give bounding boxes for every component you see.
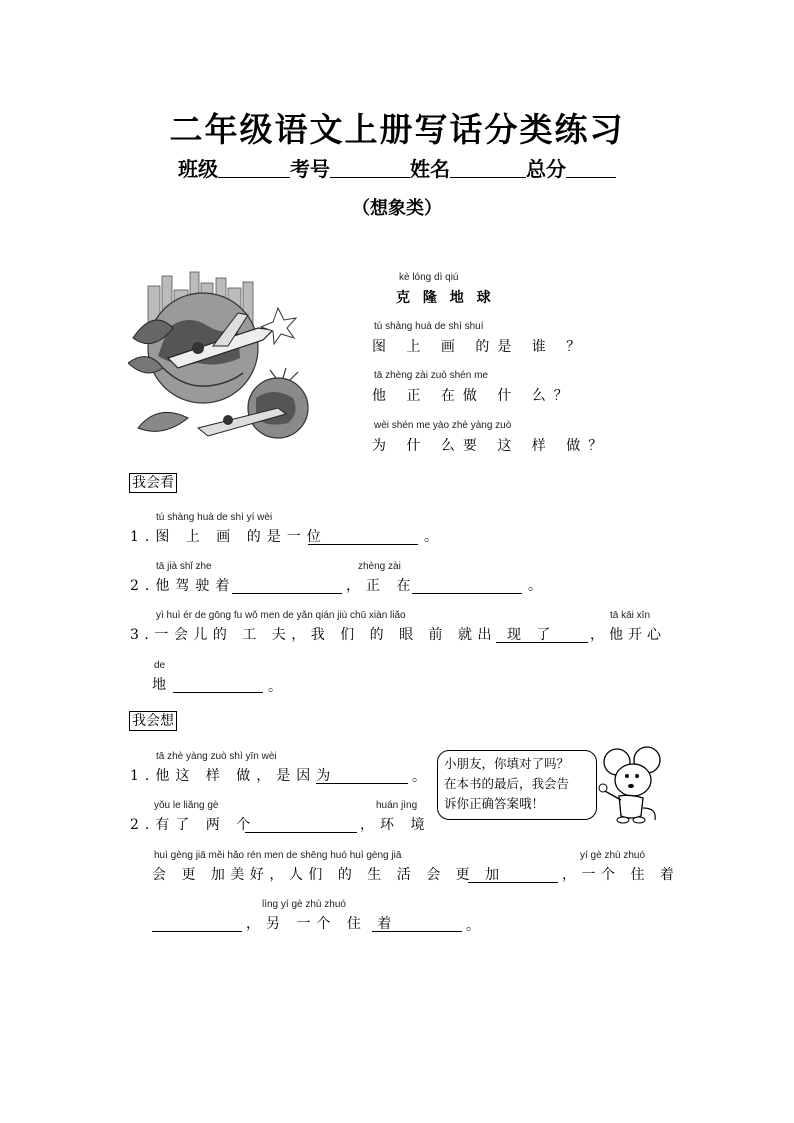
number-blank[interactable] xyxy=(330,157,410,178)
page-title: 二年级语文上册写话分类练习 xyxy=(169,110,625,149)
look-item-3-part-a: 3.一会儿的 工 夫，我 们 的 眼 前 就出 现 了 xyxy=(130,627,556,643)
title-pinyin: kè lóng dì qiú xyxy=(399,272,459,283)
look-item-2-blank-a[interactable] xyxy=(232,592,342,594)
picture-title: 克 隆 地 球 xyxy=(396,290,495,306)
look-item-2-blank-b[interactable] xyxy=(412,592,522,594)
class-blank[interactable] xyxy=(218,157,290,178)
think-item-2-blank[interactable] xyxy=(245,831,357,833)
think-item-3-pinyin-b: yí gè zhù zhuó xyxy=(580,850,646,861)
student-info-row xyxy=(0,153,794,182)
look-item-3-pinyin-b: tā kāi xīn xyxy=(610,610,651,621)
category-label: （想象类） xyxy=(352,198,442,219)
look-item-2-part-b: ，正 在 xyxy=(346,578,417,594)
think-item-4: ，另 一个 住 着 xyxy=(246,916,398,932)
think-item-1-pinyin: tā zhè yàng zuò shì yīn wèi xyxy=(156,751,277,762)
look-item-1: 1.图 上 画 的是一位 xyxy=(130,529,327,545)
score-label: 总分 xyxy=(526,157,566,181)
bubble-line-1: 小朋友，你填对了吗？ xyxy=(444,756,570,771)
question-2-pinyin: tā zhèng zài zuò shén me xyxy=(374,370,488,381)
look-item-3-part-b: ，他开心 xyxy=(590,627,666,643)
look-item-2-part-a: 2.他驾驶着 xyxy=(130,578,236,594)
look-item-2-end: 。 xyxy=(528,578,550,594)
think-item-1-end: 。 xyxy=(412,769,434,785)
think-item-4-blank-b[interactable] xyxy=(372,930,462,932)
mouse-mascot-icon xyxy=(595,746,665,826)
think-item-4-end: 。 xyxy=(466,918,488,934)
think-item-1: 1.他这 样 做，是因为 xyxy=(130,768,337,784)
think-item-2-part-a: 2.有了 两 个 xyxy=(130,817,257,833)
think-item-3-blank[interactable] xyxy=(468,881,558,883)
look-item-2-pinyin-b: zhèng zài xyxy=(358,561,401,572)
score-blank[interactable] xyxy=(566,157,616,178)
hint-speech-bubble xyxy=(437,750,597,820)
think-item-3-part-b: ，一个 住 着 xyxy=(562,867,680,883)
look-item-1-pinyin: tú shàng huà de shì yí wèi xyxy=(156,512,273,523)
think-item-2-pinyin-a: yǒu le liǎng gè xyxy=(154,800,219,811)
look-item-2-pinyin-a: tā jià shǐ zhe xyxy=(156,561,212,572)
section-look-label: 我会看 xyxy=(129,473,177,493)
think-item-4-pinyin: lìng yí gè zhù zhuó xyxy=(262,899,346,910)
think-item-2-part-b: ，环 境 xyxy=(360,817,431,833)
name-label: 姓名 xyxy=(410,157,450,181)
question-1-pinyin: tú shàng huà de shì shuí xyxy=(374,321,484,332)
question-2: 他 正 在做 什 么？ xyxy=(372,388,576,404)
look-item-3-pinyin-a: yì huì ér de gōng fu wǒ men de yǎn qián jiù chū xiàn liǎo xyxy=(156,610,406,621)
think-item-4-blank-a[interactable] xyxy=(152,930,242,932)
think-item-3-pinyin-a: huì gèng jiā měi hǎo rén men de shēng huó huì gèng jiā xyxy=(154,850,402,861)
think-item-1-blank[interactable] xyxy=(316,782,408,784)
bubble-line-2: 在本书的最后，我会告 xyxy=(444,776,570,791)
look-item-3-end: 。 xyxy=(268,679,290,695)
question-1: 图 上 画 的是 谁 ？ xyxy=(372,339,589,355)
look-item-1-blank[interactable] xyxy=(308,543,418,545)
look-item-1-end: 。 xyxy=(424,529,446,545)
question-3-pinyin: wèi shén me yào zhè yàng zuò xyxy=(374,420,512,431)
question-3: 为 什 么要 这 样 做？ xyxy=(372,438,611,454)
number-label: 考号 xyxy=(290,157,330,181)
think-item-3-part-a: 会 更 加美好，人们 的 生 活 会 更 加 xyxy=(152,867,505,883)
look-item-3-blank-b[interactable] xyxy=(173,691,263,693)
bubble-line-3: 诉你正确答案哦！ xyxy=(444,796,545,811)
cloned-earth-illustration xyxy=(128,268,323,448)
section-think-label: 我会想 xyxy=(129,711,177,731)
look-item-3-blank-a[interactable] xyxy=(496,641,588,643)
name-blank[interactable] xyxy=(450,157,526,178)
look-item-3-part-c: 地 xyxy=(152,677,174,693)
class-label: 班级 xyxy=(178,157,218,181)
think-item-2-pinyin-b: huán jìng xyxy=(376,800,418,811)
look-item-3-pinyin-c: de xyxy=(154,660,166,671)
